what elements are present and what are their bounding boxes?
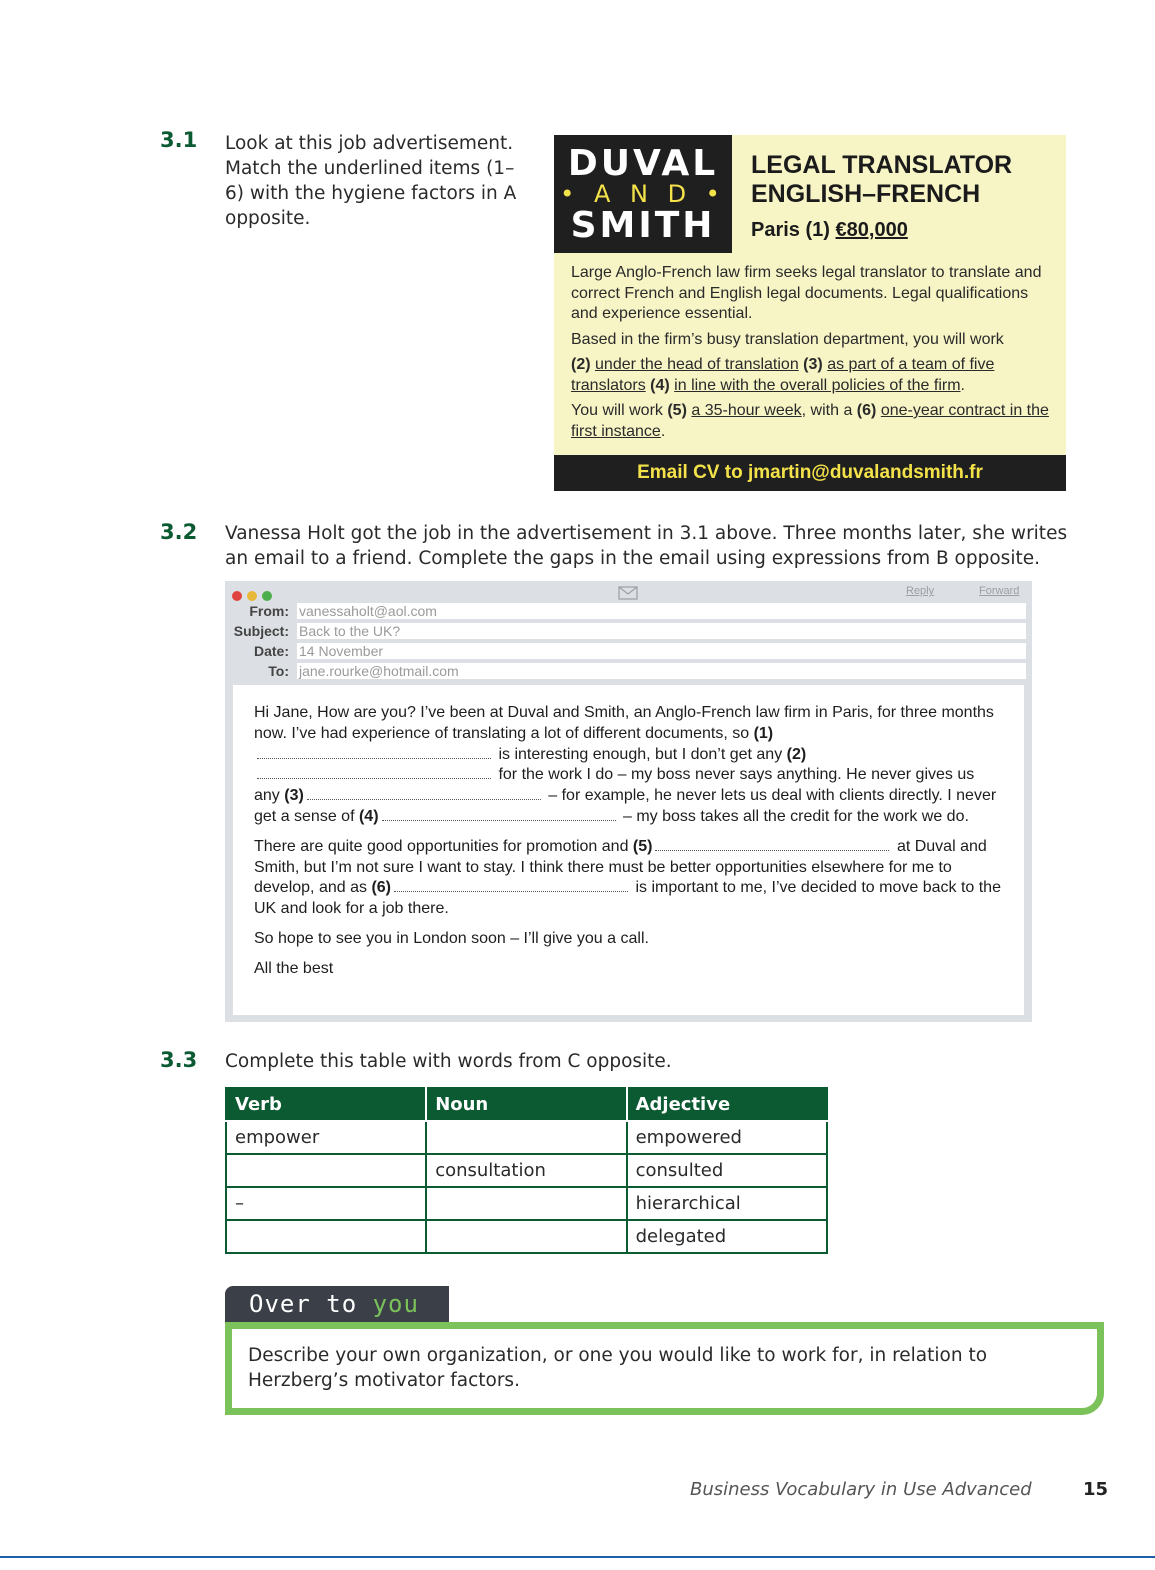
table-cell[interactable]	[226, 1154, 426, 1187]
ad-paragraph-4: You will work (5) a 35-hour week, with a (6) one-year contract in the first instance.	[571, 402, 1049, 440]
over-to-you-text: Describe your own organization, or one you would like to work for, in relation to Herzberg’s motivator factors.	[248, 1345, 988, 1391]
to-field[interactable]: jane.rourke@hotmail.com	[297, 663, 1026, 679]
over-to-you-tab	[225, 1286, 449, 1322]
maximize-dot-icon[interactable]	[262, 591, 272, 601]
header-noun: Noun	[426, 1088, 626, 1121]
gap-marker-1: (1)	[753, 724, 774, 742]
exercise-number-3-2: 3.2	[160, 520, 198, 544]
item-marker-6: (6)	[856, 402, 877, 419]
gap-1[interactable]	[257, 747, 491, 759]
ad-paragraph-3: (2) under the head of translation (3) as part of a team of five translators (4) in line with the overall policies of the firm.	[571, 356, 995, 394]
gap-6[interactable]	[394, 880, 628, 892]
underlined-item-3: as part of a team of five translators	[571, 356, 995, 394]
underlined-item-2: under the head of translation	[595, 356, 799, 373]
table-row	[226, 1121, 827, 1154]
reply-link[interactable]: Reply	[906, 585, 935, 597]
item-marker-1: (1)	[805, 219, 830, 241]
table-cell[interactable]	[226, 1220, 426, 1253]
envelope-icon	[618, 586, 638, 600]
item-marker-5: (5)	[667, 402, 687, 419]
table-cell[interactable]: consulted	[627, 1154, 827, 1187]
table-row	[226, 1154, 827, 1187]
email-paragraph-3: So hope to see you in London soon – I’ll give you a call.	[254, 929, 649, 947]
underlined-item-5: a 35-hour week	[691, 402, 802, 419]
table-cell[interactable]: empower	[226, 1121, 426, 1154]
item-marker-2: (2)	[571, 356, 591, 373]
underlined-item-6: one-year contract in the first instance	[571, 402, 1049, 440]
gap-marker-5: (5)	[632, 837, 653, 855]
bottom-rule	[0, 1556, 1155, 1558]
table-cell[interactable]: delegated	[627, 1220, 827, 1253]
to-label: To:	[268, 663, 289, 679]
table-cell[interactable]: consultation	[426, 1154, 626, 1187]
job-advertisement	[554, 135, 1066, 491]
over-to-you-label: Over to	[249, 1290, 358, 1318]
ad-paragraph-1: Large Anglo-French law firm seeks legal translator to translate and correct French and English legal documents. Legal qualifications and experience essential.	[571, 264, 1042, 322]
date-field[interactable]: 14 November	[297, 643, 1026, 659]
header-adjective: Adjective	[627, 1088, 827, 1121]
ad-location-salary	[751, 219, 908, 242]
gap-3[interactable]	[307, 788, 541, 800]
email-paragraph-1: Hi Jane, How are you? I’ve been at Duval and Smith, an Anglo-French law firm in Paris, for three months now. I’ve had experience of translating a lot of different documents, so (1) is interesting enough, but I don’t get any (2) for the work I do – my boss never says anything. He never gives us any (3) – for example, he never lets us deal with clients directly. I never get a sense of (4) – my boss takes all the credit for the work we do.	[254, 704, 997, 825]
close-dot-icon[interactable]	[232, 591, 242, 601]
item-marker-4: (4)	[650, 376, 670, 394]
gap-4[interactable]	[382, 809, 616, 821]
email-paragraph-2: There are quite good opportunities for promotion and (5) at Duval and Smith, but I’m not sure I want to stay. I think there must be better opportunities elsewhere for me to develop, and as (6) is important to me, I’ve decided to move back to the UK and look for a job there.	[254, 837, 1001, 918]
over-to-you-label-highlight: you	[372, 1290, 419, 1318]
subject-label: Subject:	[233, 623, 289, 639]
table-cell[interactable]: empowered	[627, 1121, 827, 1154]
book-title: Business Vocabulary in Use Advanced	[690, 1479, 1032, 1500]
exercise-3-2-instruction: Vanessa Holt got the job in the advertisement in 3.1 above. Three months later, she writes an email to a friend. Complete the gaps in the email using expressions from B opposite.	[225, 523, 1068, 569]
logo-line-smith: SMITH	[570, 205, 716, 246]
forward-link[interactable]: Forward	[979, 585, 1020, 597]
duval-smith-logo	[554, 135, 732, 253]
table-cell[interactable]	[426, 1187, 626, 1220]
gap-2[interactable]	[257, 767, 491, 779]
ad-paragraph-2: Based in the firm’s busy translation department, you will work	[571, 330, 1004, 348]
email-window	[225, 581, 1032, 1022]
table-cell[interactable]	[426, 1220, 626, 1253]
gap-5[interactable]	[655, 839, 889, 851]
word-table	[225, 1087, 828, 1254]
gap-marker-6: (6)	[371, 879, 391, 897]
date-label: Date:	[253, 643, 289, 659]
gap-marker-4: (4)	[358, 807, 379, 825]
table-header-row	[226, 1088, 827, 1121]
ad-contact-footer: Email CV to jmartin@duvalandsmith.fr	[554, 455, 1066, 491]
logo-line-and: • A N D •	[560, 180, 726, 208]
header-verb: Verb	[226, 1088, 426, 1121]
exercise-3-3-instruction: Complete this table with words from C opposite.	[225, 1051, 672, 1072]
table-row	[226, 1220, 827, 1253]
table-cell[interactable]: –	[226, 1187, 426, 1220]
email-signoff: All the best	[254, 959, 334, 977]
table-cell[interactable]	[426, 1121, 626, 1154]
gap-marker-2: (2)	[786, 745, 807, 763]
table-row	[226, 1187, 827, 1220]
email-body	[233, 685, 1024, 1015]
minimize-dot-icon[interactable]	[247, 591, 257, 601]
subject-field[interactable]: Back to the UK?	[297, 623, 1026, 639]
from-label: From:	[249, 603, 289, 619]
over-to-you-box	[225, 1322, 1104, 1415]
item-marker-3: (3)	[803, 356, 823, 373]
ad-p4-text-b: , with a	[801, 402, 853, 419]
page-number: 15	[1083, 1479, 1109, 1500]
gap-marker-3: (3)	[284, 787, 304, 805]
ad-body	[571, 263, 1051, 447]
table-cell[interactable]: hierarchical	[627, 1187, 827, 1220]
exercise-number-3-1: 3.1	[160, 128, 198, 152]
ad-p4-text-a: You will work	[571, 402, 663, 419]
ad-job-title: LEGAL TRANSLATOR ENGLISH–FRENCH	[751, 151, 1013, 208]
exercise-3-1-instruction: Look at this job advertisement. Match the underlined items (1–6) with the hygiene factors in A opposite.	[225, 133, 517, 229]
exercise-number-3-3: 3.3	[160, 1048, 198, 1072]
underlined-item-4: in line with the overall policies of the firm	[674, 376, 961, 394]
from-field[interactable]: vanessaholt@aol.com	[297, 603, 1026, 619]
logo-line-duval: DUVAL	[567, 143, 719, 184]
ad-salary: €80,000	[835, 219, 908, 241]
ad-location: Paris	[751, 219, 800, 241]
